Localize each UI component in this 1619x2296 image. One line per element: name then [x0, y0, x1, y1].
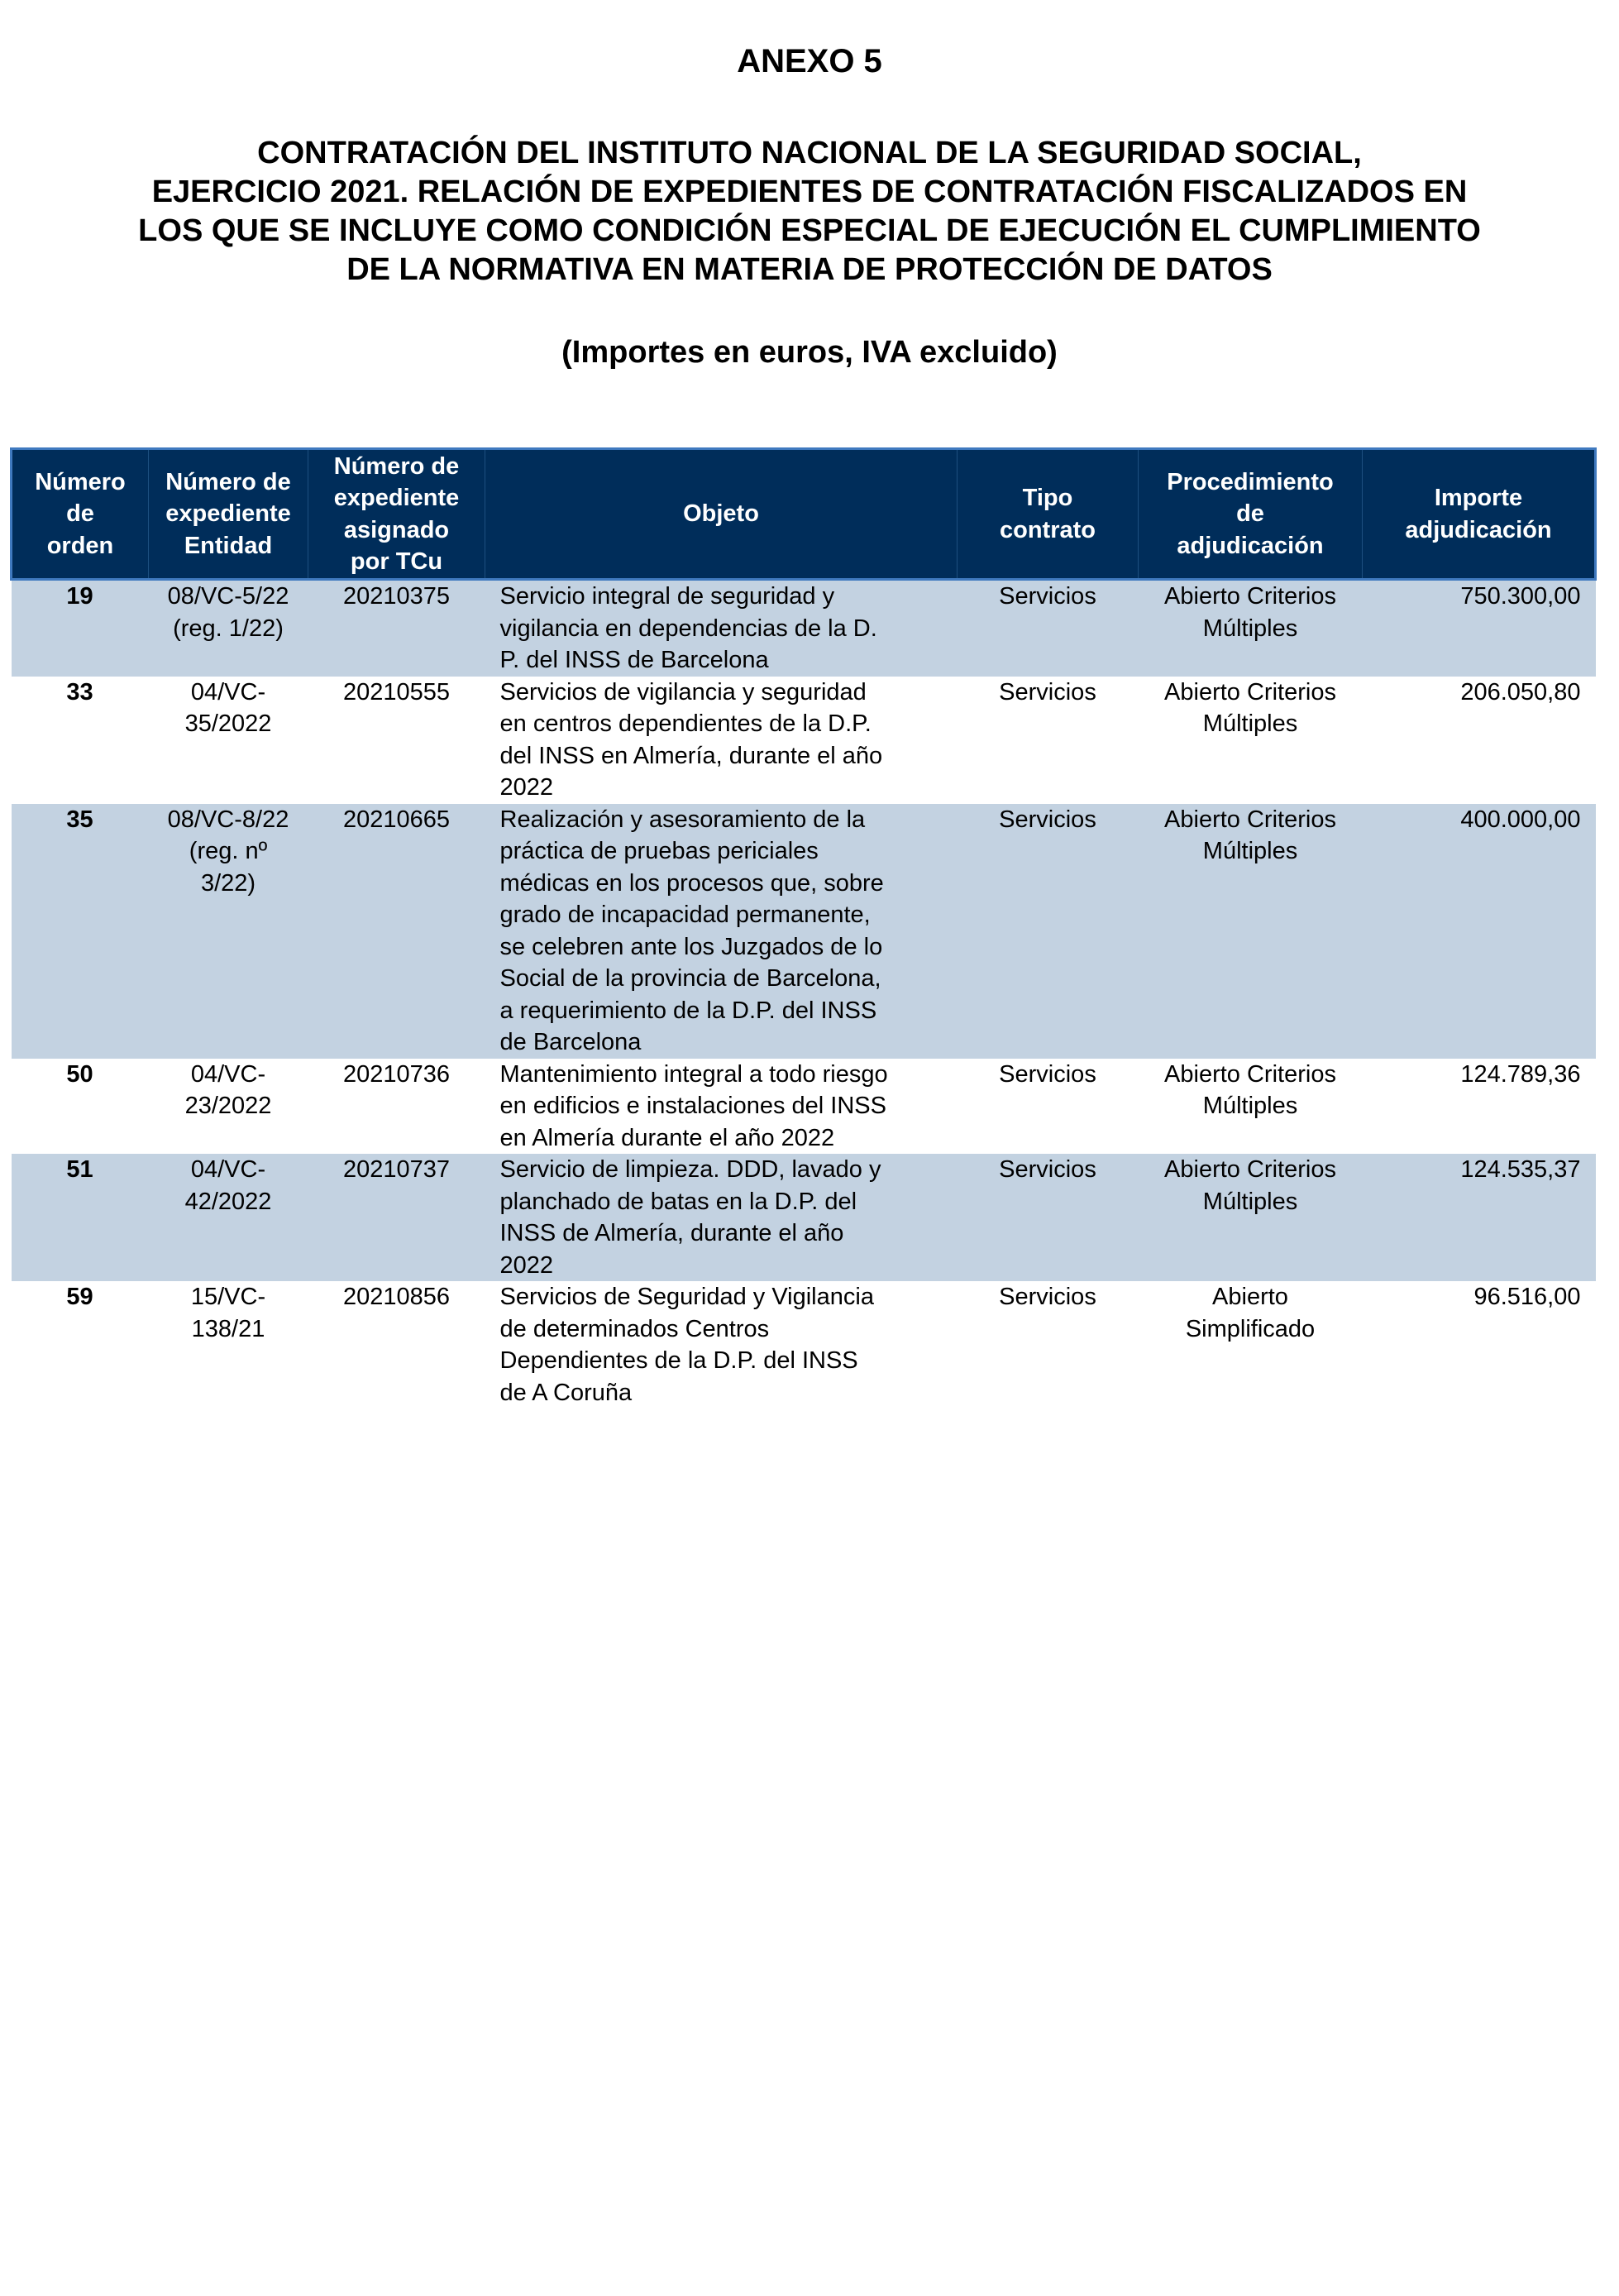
cell-objeto: Realización y asesoramiento de la práctica de pruebas periciales médicas en los procesos que, sobre grado de incapacidad permanente, se celebren ante los Juzgados de lo Social de la provincia de Barcelona, a requerimiento de la D.P. del INSS de Barcelona: [485, 804, 958, 1059]
cell-importe: 96.516,00: [1363, 1281, 1596, 1409]
cell-procedimiento: Abierto Simplificado: [1139, 1281, 1363, 1409]
header-expediente-entidad: Número de expediente Entidad: [149, 449, 308, 580]
cell-importe: 206.050,80: [1363, 677, 1596, 804]
cell-objeto: Servicio integral de seguridad y vigilancia en dependencias de la D. P. del INSS de Barcelona: [485, 580, 958, 677]
cell-importe: 124.535,37: [1363, 1154, 1596, 1281]
cell-importe: 124.789,36: [1363, 1059, 1596, 1155]
cell-expediente-entidad: 04/VC- 35/2022: [149, 677, 308, 804]
cell-expediente-tcu: 20210736: [308, 1059, 485, 1155]
cell-expediente-tcu: 20210375: [308, 580, 485, 677]
cell-tipo: Servicios: [958, 1281, 1139, 1409]
cell-orden: 33: [12, 677, 149, 804]
header-objeto: Objeto: [485, 449, 958, 580]
cell-objeto: Servicio de limpieza. DDD, lavado y planchado de batas en la D.P. del INSS de Almería, durante el año 2022: [485, 1154, 958, 1281]
cell-expediente-entidad: 04/VC- 42/2022: [149, 1154, 308, 1281]
cell-procedimiento: Abierto Criterios Múltiples: [1139, 804, 1363, 1059]
cell-procedimiento: Abierto Criterios Múltiples: [1139, 1059, 1363, 1155]
title-line: LOS QUE SE INCLUYE COMO CONDICIÓN ESPECIAL DE EJECUCIÓN EL CUMPLIMIENTO: [138, 213, 1481, 248]
cell-objeto: Servicios de vigilancia y seguridad en centros dependientes de la D.P. del INSS en Almería, durante el año 2022: [485, 677, 958, 804]
cell-tipo: Servicios: [958, 1154, 1139, 1281]
title-line: EJERCICIO 2021. RELACIÓN DE EXPEDIENTES DE CONTRATACIÓN FISCALIZADOS EN: [151, 175, 1468, 209]
header-expediente-tcu: Número de expediente asignado por TCu: [308, 449, 485, 580]
table-row: [12, 1154, 1596, 1281]
document-subtitle: (Importes en euros, IVA excluido): [561, 335, 1058, 370]
cell-expediente-entidad: 04/VC- 23/2022: [149, 1059, 308, 1155]
cell-importe: 400.000,00: [1363, 804, 1596, 1059]
table-header-row: [12, 449, 1596, 580]
table-row: [12, 1059, 1596, 1155]
cell-tipo: Servicios: [958, 804, 1139, 1059]
header-procedimiento: Procedimiento de adjudicación: [1139, 449, 1363, 580]
cell-orden: 19: [12, 580, 149, 677]
cell-tipo: Servicios: [958, 1059, 1139, 1155]
cell-expediente-entidad: 15/VC- 138/21: [149, 1281, 308, 1409]
cell-importe: 750.300,00: [1363, 580, 1596, 677]
table-row: [12, 677, 1596, 804]
cell-orden: 35: [12, 804, 149, 1059]
annex-title: ANEXO 5: [737, 43, 882, 79]
cell-expediente-tcu: 20210856: [308, 1281, 485, 1409]
table-row: [12, 1281, 1596, 1409]
cell-expediente-tcu: 20210737: [308, 1154, 485, 1281]
cell-objeto: Servicios de Seguridad y Vigilancia de determinados Centros Dependientes de la D.P. del INSS de A Coruña: [485, 1281, 958, 1409]
cell-procedimiento: Abierto Criterios Múltiples: [1139, 677, 1363, 804]
cell-tipo: Servicios: [958, 677, 1139, 804]
cell-orden: 59: [12, 1281, 149, 1409]
table-row: [12, 580, 1596, 677]
cell-tipo: Servicios: [958, 580, 1139, 677]
header-tipo-contrato: Tipo contrato: [958, 449, 1139, 580]
title-line: CONTRATACIÓN DEL INSTITUTO NACIONAL DE LA SEGURIDAD SOCIAL,: [257, 136, 1362, 170]
cell-procedimiento: Abierto Criterios Múltiples: [1139, 1154, 1363, 1281]
cell-expediente-tcu: 20210665: [308, 804, 485, 1059]
cell-procedimiento: Abierto Criterios Múltiples: [1139, 580, 1363, 677]
header-numero-orden: Número de orden: [12, 449, 149, 580]
cell-expediente-entidad: 08/VC-5/22 (reg. 1/22): [149, 580, 308, 677]
table-row: [12, 804, 1596, 1059]
header-importe: Importe adjudicación: [1363, 449, 1596, 580]
contracts-table: [10, 447, 1597, 1409]
document-title: [83, 134, 1536, 289]
cell-expediente-entidad: 08/VC-8/22 (reg. nº 3/22): [149, 804, 308, 1059]
cell-expediente-tcu: 20210555: [308, 677, 485, 804]
cell-objeto: Mantenimiento integral a todo riesgo en edificios e instalaciones del INSS en Almería durante el año 2022: [485, 1059, 958, 1155]
title-line: DE LA NORMATIVA EN MATERIA DE PROTECCIÓN DE DATOS: [346, 252, 1273, 287]
cell-orden: 51: [12, 1154, 149, 1281]
cell-orden: 50: [12, 1059, 149, 1155]
